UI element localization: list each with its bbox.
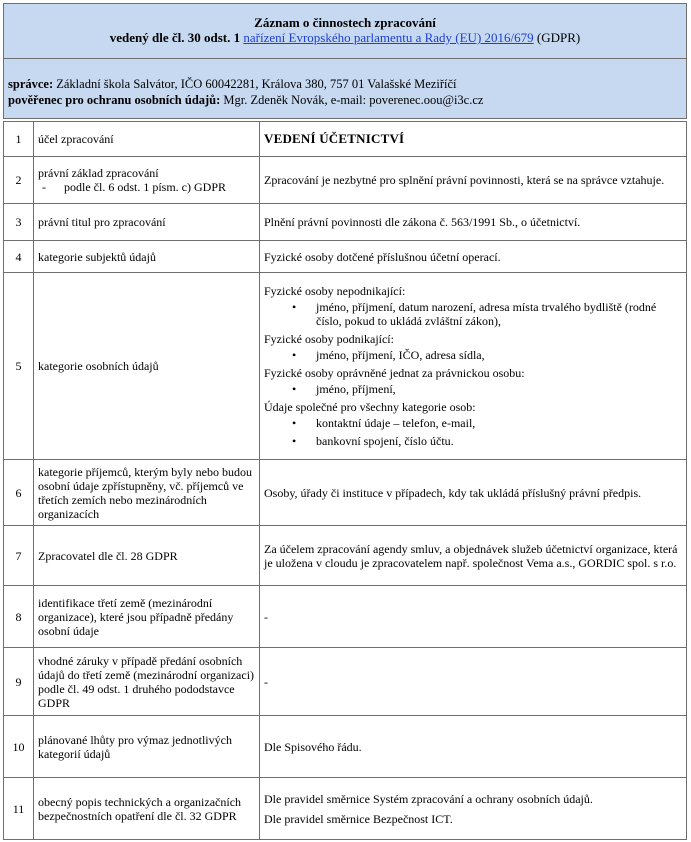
row-number: 11 [4, 778, 34, 840]
row-number: 1 [4, 122, 34, 157]
legal-basis-item [38, 180, 255, 194]
row-number: 9 [4, 648, 34, 716]
row-value: Osoby, úřady či instituce v případech, kdy tak ukládá příslušný právní předpis. [260, 460, 687, 526]
row-label: kategorie příjemců, kterým byly nebo budou osobní údaje zpřístupněny, vč. příjemců ve třetích zemích nebo mezinárodních organizacích [34, 460, 260, 526]
processing-record-table [3, 121, 687, 840]
row-label: Zpracovatel dle čl. 28 GDPR [34, 526, 260, 586]
row-number: 4 [4, 241, 34, 273]
row-number: 2 [4, 157, 34, 204]
row-number: 5 [4, 273, 34, 460]
table-row [4, 526, 687, 586]
list-item: • jméno, příjmení, datum narození, adresa místa trvalého bydliště (rodné číslo, pokud to ukládá zvláštní zákon), [264, 300, 682, 328]
row-value: - [260, 648, 687, 716]
legal-basis-text: podle čl. 6 odst. 1 písm. c) GDPR [64, 180, 226, 194]
table-row [4, 648, 687, 716]
purpose-title: VEDENÍ ÚČETNICTVÍ [264, 131, 405, 146]
row-value [260, 122, 687, 157]
subtitle-prefix: vedený dle čl. 30 odst. 1 [109, 30, 244, 45]
row-number: 7 [4, 526, 34, 586]
regulation-link[interactable]: nařízení Evropského parlamentu a Rady (EU) 2016/679 [243, 30, 534, 45]
category-heading: Fyzické osoby oprávněné jednat za právnickou osobu: [264, 365, 525, 380]
row-value: Dle Spisového řádu. [260, 716, 687, 778]
row-label: kategorie subjektů údajů [34, 241, 260, 273]
subtitle-suffix: (GDPR) [533, 30, 581, 45]
list-item: • kontaktní údaje – telefon, e-mail, [264, 416, 682, 430]
row-value: Zpracování je nezbytné pro splnění právní povinnosti, která se na správce vztahuje. [260, 157, 687, 204]
table-row [4, 460, 687, 526]
category-heading: Fyzické osoby nepodnikající: [264, 283, 406, 298]
row-label [34, 157, 260, 204]
dpo-label: pověřenec pro ochranu osobních údajů: [8, 93, 221, 107]
table-row [4, 273, 687, 460]
row-number: 10 [4, 716, 34, 778]
measure-line: Dle pravidel směrnice Bezpečnost ICT. [264, 811, 453, 826]
row-label: identifikace třetí země (mezinárodní organizace), které jsou případně předány osobní údaje [34, 586, 260, 648]
category-list [264, 416, 682, 448]
row-label: účel zpracování [34, 122, 260, 157]
row-label: plánované lhůty pro výmaz jednotlivých kategorií údajů [34, 716, 260, 778]
table-row [4, 778, 687, 840]
dpo-value: Mgr. Zdeněk Novák, e-mail: poverenec.oou@i3c.cz [220, 93, 484, 107]
row-label: kategorie osobních údajů [34, 273, 260, 460]
controller-label: správce: [8, 77, 54, 91]
controller-line [8, 77, 456, 91]
category-heading: Fyzické osoby podnikající: [264, 331, 394, 346]
table-row [4, 122, 687, 157]
category-heading: Údaje společné pro všechny kategorie osob: [264, 399, 476, 414]
list-item: • bankovní spojení, číslo účtu. [264, 434, 682, 448]
row-number: 3 [4, 204, 34, 241]
header-divider [4, 58, 686, 59]
document-subtitle [4, 31, 686, 45]
list-item: • jméno, příjmení, IČO, adresa sídla, [264, 348, 682, 362]
list-item: • jméno, příjmení, [264, 382, 682, 396]
row-label-text: právní základ zpracování [38, 166, 159, 180]
table-row [4, 716, 687, 778]
row-value: - [260, 586, 687, 648]
row-label: vhodné záruky v případě předání osobních údajů do třetí země (mezinárodní organizaci) podle čl. 49 odst. 1 druhého pododstavce GDPR [34, 648, 260, 716]
controller-value: Základní škola Salvátor, IČO 60042281, Králova 380, 757 01 Valašské Meziříčí [53, 77, 457, 91]
table-row [4, 157, 687, 204]
document-title: Záznam o činnostech zpracování [254, 15, 436, 30]
row-value [260, 778, 687, 840]
measure-line: Dle pravidel směrnice Systém zpracování a ochrany osobních údajů. [264, 791, 593, 806]
row-number: 6 [4, 460, 34, 526]
row-label: právní titul pro zpracování [34, 204, 260, 241]
row-number: 8 [4, 586, 34, 648]
table-row [4, 204, 687, 241]
row-value: Plnění právní povinnosti dle zákona č. 563/1991 Sb., o účetnictví. [260, 204, 687, 241]
table-row [4, 586, 687, 648]
row-label: obecný popis technických a organizačních bezpečnostních opatření dle čl. 32 GDPR [34, 778, 260, 840]
record-header [3, 3, 687, 119]
dpo-line [8, 93, 483, 107]
category-list [264, 348, 682, 362]
table-row [4, 241, 687, 273]
category-list [264, 382, 682, 396]
row-value: Za účelem zpracování agendy smluv, a objednávek služeb účetnictví organizace, která je uložena v cloudu je zpracovatelem např. společnost Vema a.s., GORDIC spol. s r.o. [260, 526, 687, 586]
row-value [260, 273, 687, 460]
row-value: Fyzické osoby dotčené příslušnou účetní operací. [260, 241, 687, 273]
category-list [264, 300, 682, 328]
dash-bullet: - [42, 180, 46, 194]
